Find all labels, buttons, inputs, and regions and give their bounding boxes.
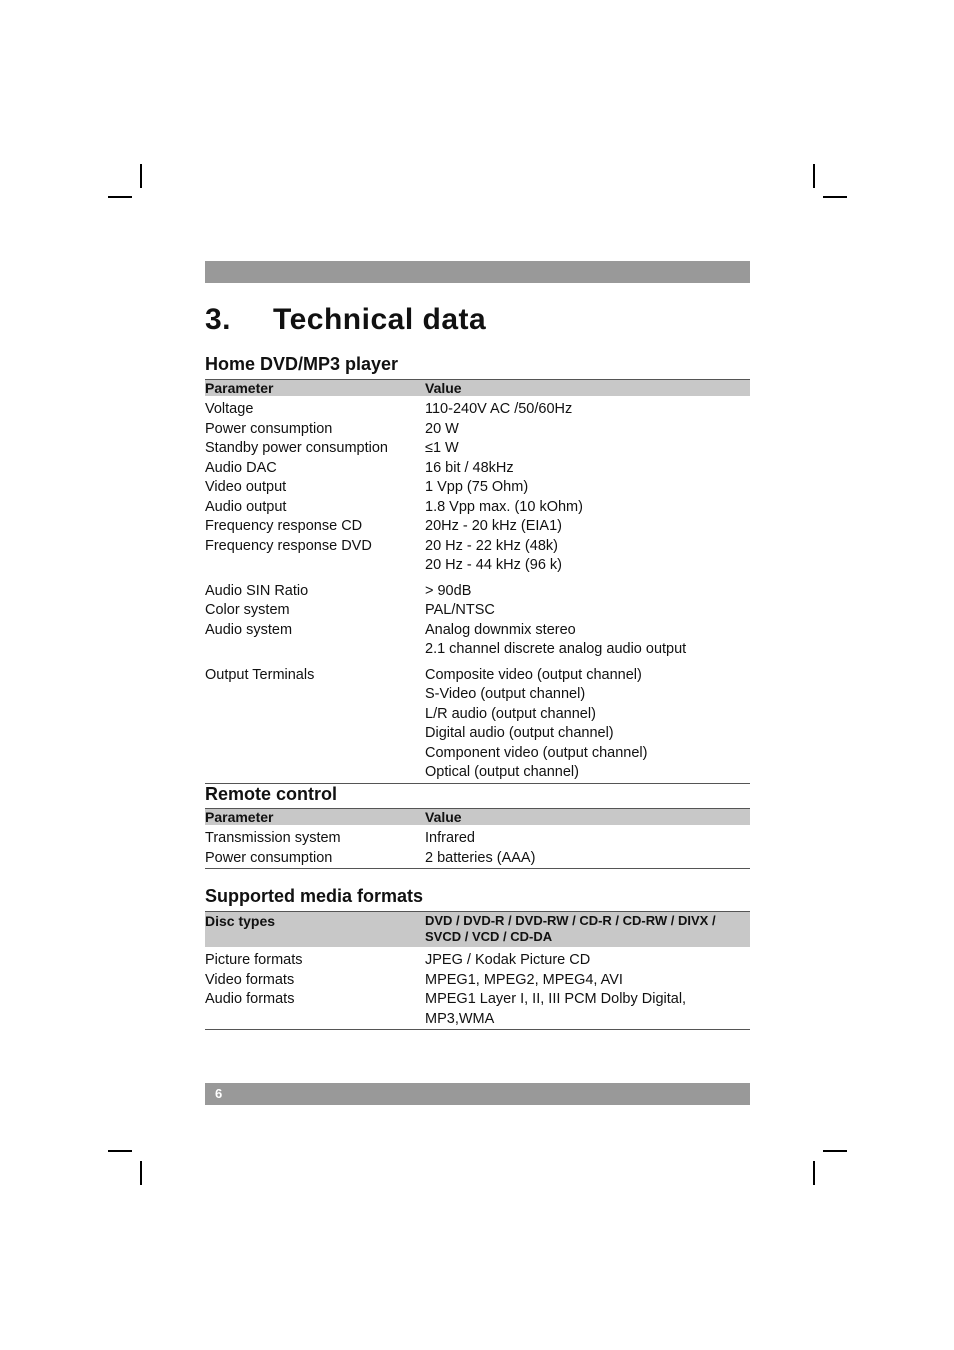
chapter-title-text: Technical data [273, 303, 487, 336]
header-parameter: Parameter [205, 809, 274, 825]
row-parameter: Voltage [205, 401, 254, 417]
table-row [205, 400, 750, 420]
table-row [205, 498, 750, 518]
table-row [205, 439, 750, 459]
row-value-line: PAL/NTSC [425, 602, 495, 618]
header-parameter: Parameter [205, 380, 274, 396]
row-value [425, 439, 750, 459]
row-parameter: Transmission system [205, 830, 341, 846]
table-row [205, 990, 750, 1029]
row-value [425, 582, 750, 602]
row-value-line: ≤1 W [425, 440, 459, 456]
crop-mark [813, 1161, 815, 1185]
remote-table [205, 808, 750, 869]
table-row [205, 478, 750, 498]
table-row [205, 420, 750, 440]
row-value [425, 537, 750, 576]
page-number: 6 [215, 1086, 223, 1101]
table-body [205, 825, 750, 869]
row-value [425, 400, 750, 420]
header-value: Value [425, 809, 462, 825]
row-parameter: Standby power consumption [205, 440, 388, 456]
row-parameter: Output Terminals [205, 666, 315, 683]
header-value: Value [425, 380, 462, 396]
row-value [425, 420, 750, 440]
row-value-line: 20 Hz - 22 kHz (48k) [425, 537, 558, 554]
row-value-line: > 90dB [425, 582, 472, 599]
row-value-line: S-Video (output channel) [425, 686, 586, 702]
row-value-line: Digital audio (output channel) [425, 725, 614, 741]
header-disc-types-value: DVD / DVD-R / DVD-RW / CD-R / CD-RW / DIVX / SVCD / VCD / CD-DA [425, 913, 716, 944]
table-body [205, 947, 750, 1030]
table-row [205, 849, 750, 869]
row-value-line: 2.1 channel discrete analog audio output [425, 641, 687, 657]
row-value-line: MPEG1 Layer I, II, III PCM Dolby Digital, MP3,WMA [425, 991, 687, 1027]
section-title-dvd-player: Home DVD/MP3 player [205, 354, 399, 374]
row-value [425, 971, 750, 991]
table-row [205, 601, 750, 621]
table-header [205, 379, 750, 396]
table-row [205, 582, 750, 602]
row-value [425, 601, 750, 621]
row-parameter: Audio output [205, 498, 287, 515]
media-table [205, 911, 750, 1030]
row-parameter: Color system [205, 602, 290, 618]
row-parameter: Power consumption [205, 849, 333, 866]
chapter-number: 3. [205, 303, 232, 336]
row-parameter: Video formats [205, 971, 295, 988]
row-value [425, 621, 750, 660]
crop-mark [108, 1150, 132, 1152]
table-row [205, 459, 750, 479]
table-row [205, 517, 750, 537]
table-row [205, 621, 750, 660]
row-value [425, 849, 750, 869]
row-value [425, 498, 750, 518]
row-parameter: Audio DAC [205, 459, 277, 476]
section-title-media-formats: Supported media formats [205, 886, 424, 906]
row-value-line: 1.8 Vpp max. (10 kOhm) [425, 498, 583, 515]
row-value-line: JPEG / Kodak Picture CD [425, 952, 591, 968]
table-row [205, 537, 750, 576]
crop-mark [813, 164, 815, 188]
row-parameter: Video output [205, 479, 287, 495]
table-row [205, 951, 750, 971]
row-parameter: Frequency response CD [205, 518, 363, 534]
row-value [425, 459, 750, 479]
crop-mark [140, 164, 142, 188]
table-header [205, 911, 750, 947]
row-value-line: 16 bit / 48kHz [425, 459, 514, 476]
header-disc-types: Disc types [205, 913, 276, 929]
row-value-line: 1 Vpp (75 Ohm) [425, 479, 529, 495]
row-parameter: Power consumption [205, 420, 333, 437]
crop-mark [108, 196, 132, 198]
row-parameter: Frequency response DVD [205, 537, 372, 554]
row-value [425, 478, 750, 498]
row-value [425, 829, 750, 849]
row-value-line: Optical (output channel) [425, 764, 579, 780]
table-row [205, 666, 750, 783]
row-parameter: Audio system [205, 621, 293, 638]
row-parameter: Audio formats [205, 991, 295, 1007]
row-value-line: 20 W [425, 420, 459, 437]
crop-mark [823, 1150, 847, 1152]
table-header [205, 808, 750, 825]
row-value-line: Composite video (output channel) [425, 666, 642, 683]
table-body [205, 396, 750, 784]
table-row [205, 829, 750, 849]
row-value-line: Analog downmix stereo [425, 621, 576, 638]
table-row [205, 971, 750, 991]
crop-mark [140, 1161, 142, 1185]
footer-bar [205, 1083, 750, 1105]
row-value [425, 666, 750, 783]
crop-mark [823, 196, 847, 198]
row-parameter: Audio SIN Ratio [205, 582, 309, 599]
row-value-line: 20Hz - 20 kHz (EIA1) [425, 518, 562, 534]
row-value [425, 951, 750, 971]
row-parameter: Picture formats [205, 952, 303, 968]
row-value-line: 2 batteries (AAA) [425, 849, 536, 866]
header-bar [205, 261, 750, 283]
dvd-player-table [205, 379, 750, 784]
row-value-line: L/R audio (output channel) [425, 705, 596, 722]
row-value-line: 20 Hz - 44 kHz (96 k) [425, 557, 562, 573]
row-value-line: Infrared [425, 830, 475, 846]
row-value [425, 990, 750, 1029]
row-value-line: Component video (output channel) [425, 744, 648, 761]
row-value [425, 517, 750, 537]
section-title-remote-control: Remote control [205, 784, 338, 804]
row-value-line: MPEG1, MPEG2, MPEG4, AVI [425, 971, 623, 988]
page-title [205, 303, 486, 337]
row-value-line: 110-240V AC /50/60Hz [425, 401, 573, 417]
